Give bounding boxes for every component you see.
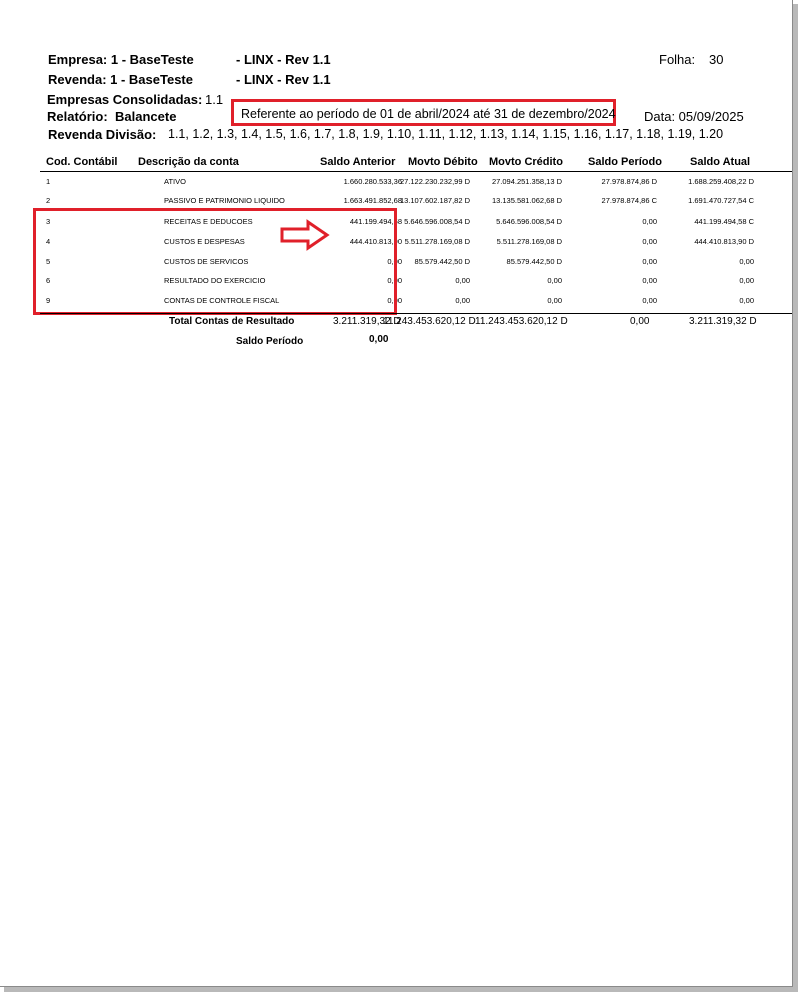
cell-desc: CUSTOS E DESPESAS xyxy=(164,237,245,246)
cell-movto-credito: 13.135.581.062,68 D xyxy=(491,196,562,205)
cell-movto-debito: 5.646.596.008,54 D xyxy=(404,217,470,226)
cell-cod: 4 xyxy=(46,237,51,246)
cell-cod: 5 xyxy=(46,257,51,266)
cell-saldo-atual: 441.199.494,58 C xyxy=(694,217,754,226)
cell-desc: PASSIVO E PATRIMONIO LIQUIDO xyxy=(164,196,285,205)
cell-movto-credito: 0,00 xyxy=(547,296,562,305)
cell-movto-credito: 5.511.278.169,08 D xyxy=(496,237,562,246)
cell-saldo-periodo: 0,00 xyxy=(642,257,657,266)
cell-cod: 2 xyxy=(46,196,51,205)
data-text: Data: 05/09/2025 xyxy=(644,109,744,124)
cell-desc: ATIVO xyxy=(164,177,186,186)
cell-movto-debito: 5.511.278.169,08 D xyxy=(404,237,470,246)
page-shadow-bottom xyxy=(4,987,798,992)
cell-movto-credito: 27.094.251.358,13 D xyxy=(491,177,562,186)
cell-saldo-anterior: 0,00 xyxy=(387,276,402,285)
cell-saldo-periodo: 0,00 xyxy=(642,217,657,226)
cell-saldo-anterior: 444.410.813,90 xyxy=(349,237,402,246)
cell-movto-credito: 85.579.442,50 D xyxy=(506,257,562,266)
saldo-periodo-label: Saldo Período xyxy=(236,336,304,347)
col-descricao: Descrição da conta xyxy=(138,156,239,168)
cell-movto-debito: 13.107.602.187,82 D xyxy=(399,196,470,205)
cell-saldo-periodo: 0,00 xyxy=(642,276,657,285)
col-movto-debito: Movto Débito xyxy=(408,156,478,168)
cell-movto-credito: 5.646.596.008,54 D xyxy=(496,217,562,226)
cell-saldo-anterior: 1.663.491.852,68 xyxy=(343,196,402,205)
totals-rule xyxy=(40,313,792,314)
cell-saldo-atual: 1.691.470.727,54 C xyxy=(688,196,754,205)
empresas-consolidadas-value: 1.1 xyxy=(205,92,224,107)
totals-movto-debito: 11.243.453.620,12 D xyxy=(383,316,476,327)
cell-saldo-atual: 1.688.259.408,22 D xyxy=(688,177,754,186)
cell-saldo-anterior: 0,00 xyxy=(387,296,402,305)
cell-saldo-anterior: 441.199.494,58 xyxy=(349,217,402,226)
cell-saldo-atual: 0,00 xyxy=(739,276,754,285)
cell-desc: RESULTADO DO EXERCICIO xyxy=(164,276,266,285)
col-saldo-periodo: Saldo Período xyxy=(588,156,662,168)
revenda-divisao-value: 1.1, 1.2, 1.3, 1.4, 1.5, 1.6, 1.7, 1.8, 1.9, 1.10, 1.11, 1.12, 1.13, 1.14, 1.15, 1.16, 1.17, 1.18, 1.19, 1.20 xyxy=(168,127,724,141)
periodo-text: Referente ao período de 01 de abril/2024 até 31 de dezembro/2024 xyxy=(241,107,616,121)
col-saldo-anterior: Saldo Anterior xyxy=(320,156,396,168)
header-rule xyxy=(40,171,792,172)
cell-saldo-periodo: 27.978.874,86 D xyxy=(601,177,657,186)
cell-cod: 9 xyxy=(46,296,51,305)
folha-value: 30 xyxy=(709,52,724,67)
cell-desc: CUSTOS DE SERVICOS xyxy=(164,257,249,266)
empresa-sistema: - LINX - Rev 1.1 xyxy=(236,52,331,67)
empresa-label: Empresa: 1 - BaseTeste xyxy=(48,52,194,67)
cell-saldo-periodo: 0,00 xyxy=(642,237,657,246)
cell-cod: 6 xyxy=(46,276,51,285)
cell-movto-debito: 0,00 xyxy=(455,276,470,285)
cell-saldo-periodo: 0,00 xyxy=(642,296,657,305)
revenda-divisao-label: Revenda Divisão: xyxy=(48,127,157,142)
relatorio-value: Balancete xyxy=(115,109,177,124)
right-arrow-outline-icon xyxy=(280,219,330,251)
cell-movto-debito: 27.122.230.232,99 D xyxy=(399,177,470,186)
col-saldo-atual: Saldo Atual xyxy=(690,156,751,168)
cell-saldo-atual: 444.410.813,90 D xyxy=(694,237,754,246)
cell-movto-credito: 0,00 xyxy=(547,276,562,285)
totals-movto-credito: 11.243.453.620,12 D xyxy=(475,316,568,327)
revenda-sistema: - LINX - Rev 1.1 xyxy=(236,72,331,87)
totals-label: Total Contas de Resultado xyxy=(169,316,295,327)
cell-desc: CONTAS DE CONTROLE FISCAL xyxy=(164,296,280,305)
saldo-periodo-value: 0,00 xyxy=(369,334,389,345)
cell-desc: RECEITAS E DEDUCOES xyxy=(164,217,253,226)
cell-saldo-atual: 0,00 xyxy=(739,296,754,305)
cell-cod: 3 xyxy=(46,217,51,226)
cell-saldo-anterior: 0,00 xyxy=(387,257,402,266)
cell-saldo-periodo: 27.978.874,86 C xyxy=(601,196,657,205)
totals-saldo-atual: 3.211.319,32 D xyxy=(689,316,757,327)
cell-movto-debito: 85.579.442,50 D xyxy=(414,257,470,266)
empresas-consolidadas-label: Empresas Consolidadas: xyxy=(47,92,203,107)
relatorio-label: Relatório: xyxy=(47,109,108,124)
cell-saldo-anterior: 1.660.280.533,36 xyxy=(343,177,402,186)
revenda-label: Revenda: 1 - BaseTeste xyxy=(48,72,193,87)
page-shadow-right xyxy=(793,4,798,992)
totals-saldo-anterior: 3.211.319,32 D xyxy=(333,316,401,327)
col-cod-contabil: Cod. Contábil xyxy=(46,156,118,168)
cell-saldo-atual: 0,00 xyxy=(739,257,754,266)
rows-highlight-box xyxy=(33,208,397,315)
cell-cod: 1 xyxy=(46,177,51,186)
totals-saldo-periodo: 0,00 xyxy=(630,316,650,327)
folha-label: Folha: xyxy=(659,52,696,67)
cell-movto-debito: 0,00 xyxy=(455,296,470,305)
col-movto-credito: Movto Crédito xyxy=(489,156,563,168)
